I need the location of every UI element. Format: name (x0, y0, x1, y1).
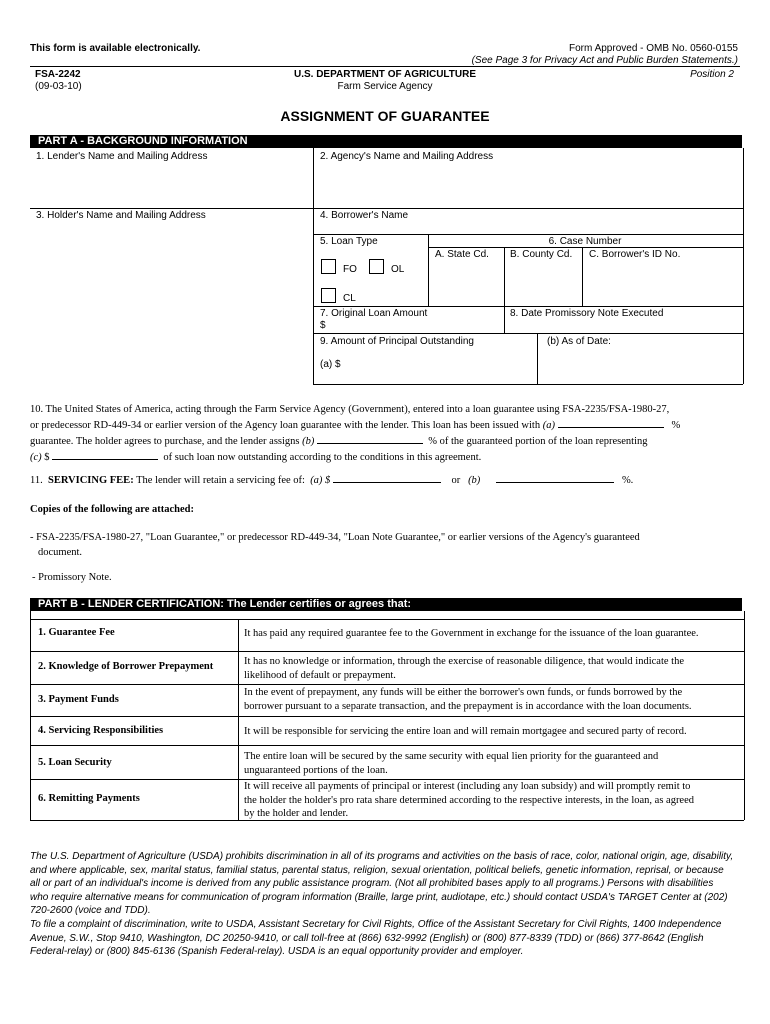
part-b-heading: PART B - LENDER CERTIFICATION: The Lender certifies or agrees that: (30, 598, 742, 611)
case-divider-b (504, 247, 505, 306)
rule-row3 (313, 306, 743, 307)
part-b-rule4 (30, 745, 744, 746)
agency-name-label: 2. Agency's Name and Mailing Address (320, 151, 494, 162)
part-a-right-border (743, 148, 744, 384)
cert-name-loan-security: 5. Loan Security (38, 757, 112, 768)
attachment-item-2: - Promissory Note. (32, 572, 112, 583)
county-code-label: B. County Cd. (510, 249, 573, 260)
case-subrule (428, 247, 743, 248)
p10-line1: 10. The United States of America, acting through the Farm Service Agency (Government), entered into a loan guarantee using FSA-2235/FSA-1980-27, (30, 404, 670, 415)
guarantee-percent-field[interactable] (558, 417, 664, 428)
p10-line3: guarantee. The holder agrees to purchase, and the lender assigns (b) % of the guaranteed portion of the loan representing (30, 433, 745, 449)
part-b-rule1 (30, 651, 744, 652)
part-b-rule2 (30, 684, 744, 685)
holder-name-label: 3. Holder's Name and Mailing Address (36, 210, 206, 221)
case-number-label: 6. Case Number (548, 236, 622, 247)
header-rule (30, 66, 740, 67)
cert-text-remitting-payments: It will receive all payments of principal or interest (including any loan subsidy) and will promptly remit to the holder the holder's pro rata share determined according to the respective interests, in the loan, as agreed by the holder and lender. (244, 781, 695, 819)
form-id: FSA-2242 (35, 69, 81, 80)
cert-name-remitting-payments: 6. Remitting Payments (38, 793, 140, 804)
cl-checkbox[interactable] (321, 288, 336, 303)
privacy-note: (See Page 3 for Privacy Act and Public Burden Statements.) (471, 55, 738, 66)
attachments-heading: Copies of the following are attached: (30, 504, 194, 515)
original-loan-currency: $ (320, 320, 326, 331)
servicing-fee-label: SERVICING FEE: (48, 475, 134, 486)
nondiscrimination-statement: The U.S. Department of Agriculture (USDA) prohibits discrimination in all of its programs and activities on the basis of race, color, national origin, age, disability, and where applicable, sex, marital status, familial status, parental status, religion, sexual orientation, political beliefs, genetic information, reprisal, or because all or part of an individual's income is derived from any public assistance program. (Not all prohibited bases apply to all programs.) Persons with disabilities who require alternative means for communication of program information (Braille, large print, audiotape, etc.) should contact USDA's TARGET Center at (202) 720-2600 (voice and TDD). (30, 851, 734, 916)
state-code-label: A. State Cd. (435, 249, 489, 260)
assigned-percent-field[interactable] (317, 433, 423, 444)
loan-type-label: 5. Loan Type (320, 236, 378, 247)
agency-name: Farm Service Agency (337, 81, 433, 92)
paragraph-10 (30, 402, 745, 465)
cert-name-servicing: 4. Servicing Responsibilities (38, 725, 164, 736)
borrower-id-label: C. Borrower's ID No. (589, 249, 681, 260)
servicing-fee-amount-field[interactable] (333, 472, 441, 483)
omb-number: Form Approved - OMB No. 0560-0155 (569, 43, 738, 54)
cert-name-prepayment-knowledge: 2. Knowledge of Borrower Prepayment (38, 661, 214, 672)
lender-name-label: 1. Lender's Name and Mailing Address (36, 151, 208, 162)
cert-name-payment-funds: 3. Payment Funds (38, 694, 119, 705)
ol-label: OL (391, 264, 405, 275)
cert-name-guarantee-fee: 1. Guarantee Fee (38, 627, 115, 638)
cert-text-loan-security: The entire loan will be secured by the same security with equal lien priority for the guaranteed and unguaranteed portions of the loan. (244, 751, 659, 776)
omb-approval (472, 43, 738, 67)
original-loan-amount-label: 7. Original Loan Amount (320, 308, 428, 319)
case-divider (428, 234, 429, 306)
position-label: Position 2 (690, 69, 734, 80)
divider-f8 (504, 306, 505, 333)
agency-block (230, 69, 540, 93)
p10-line4: (c) $ of such loan now outstanding according to the conditions in this agreement. (30, 449, 745, 465)
complaint-instructions: To file a complaint of discrimination, write to USDA, Assistant Secretary for Civil Rights, Office of the Assistant Secretary for Civil Rights, 1400 Independence Avenue, S.W., Stop 9410, Washington, DC 20250-9410, or call toll-free at (866) 632-9992 (English) or (800) 877-8339 (TDD) or (866) 377-8642 (English Federal-relay) or (800) 845-6136 (Spanish Federal-relay). USDA is an equal opportunity provider and employer. (30, 919, 722, 957)
cert-text-prepayment-knowledge: It has no knowledge or information, through the exercise of reasonable diligence, that would indicate the likelihood of default or prepayment. (244, 656, 684, 681)
part-b-top-rule (30, 619, 744, 620)
borrower-name-label: 4. Borrower's Name (320, 210, 409, 221)
rule-row5 (313, 384, 743, 385)
attachment-item-1: - FSA-2235/FSA-1980-27, "Loan Guarantee," or predecessor RD-449-34, "Loan Note Guarantee," or earlier versions of the Agency's guaranteed document. (30, 532, 640, 558)
outstanding-amount-field[interactable] (52, 449, 158, 460)
part-a-divider (313, 148, 314, 384)
ol-checkbox[interactable] (369, 259, 384, 274)
part-b-divider (238, 619, 239, 820)
availability-note: This form is available electronically. (30, 43, 201, 54)
servicing-fee-percent-field[interactable] (496, 472, 614, 483)
rule-row4 (313, 333, 743, 334)
as-of-date-label: (b) As of Date: (547, 336, 611, 347)
part-b-right-border (744, 611, 745, 820)
p10-line2: or predecessor RD-449-34 or earlier version of the Agency loan guarantee with the lender. This loan has been issued with (a) % (30, 417, 745, 433)
fo-checkbox[interactable] (321, 259, 336, 274)
paragraph-11: 11. SERVICING FEE: The lender will retain a servicing fee of: (a) $ or (b) %. (30, 472, 745, 488)
fo-label: FO (343, 264, 357, 275)
principal-amount-label: (a) $ (320, 359, 341, 370)
part-a-heading: PART A - BACKGROUND INFORMATION (30, 135, 742, 148)
rule-row2 (313, 234, 743, 235)
case-divider-c (582, 247, 583, 306)
cl-label: CL (343, 293, 356, 304)
form-title: ASSIGNMENT OF GUARANTEE (280, 108, 490, 124)
form-date: (09-03-10) (35, 81, 82, 92)
rule-row1 (30, 208, 743, 209)
promissory-date-label: 8. Date Promissory Note Executed (510, 308, 664, 319)
cert-text-servicing: It will be responsible for servicing the entire loan and will remain mortgagee and secured party of record. (244, 726, 687, 737)
department-name: U.S. DEPARTMENT OF AGRICULTURE (293, 69, 477, 80)
divider-f9b (537, 333, 538, 384)
cert-text-payment-funds: In the event of prepayment, any funds will be either the borrower's own funds, or funds borrowed by the borrower pursuant to a separate transaction, and the prepayment is in accordance with the loan documents. (244, 687, 692, 712)
cert-text-guarantee-fee: It has paid any required guarantee fee to the Government in exchange for the issuance of the loan guarantee. (244, 628, 699, 639)
form-id-block (35, 69, 82, 93)
principal-outstanding-label: 9. Amount of Principal Outstanding (320, 336, 474, 347)
part-b-rule3 (30, 716, 744, 717)
